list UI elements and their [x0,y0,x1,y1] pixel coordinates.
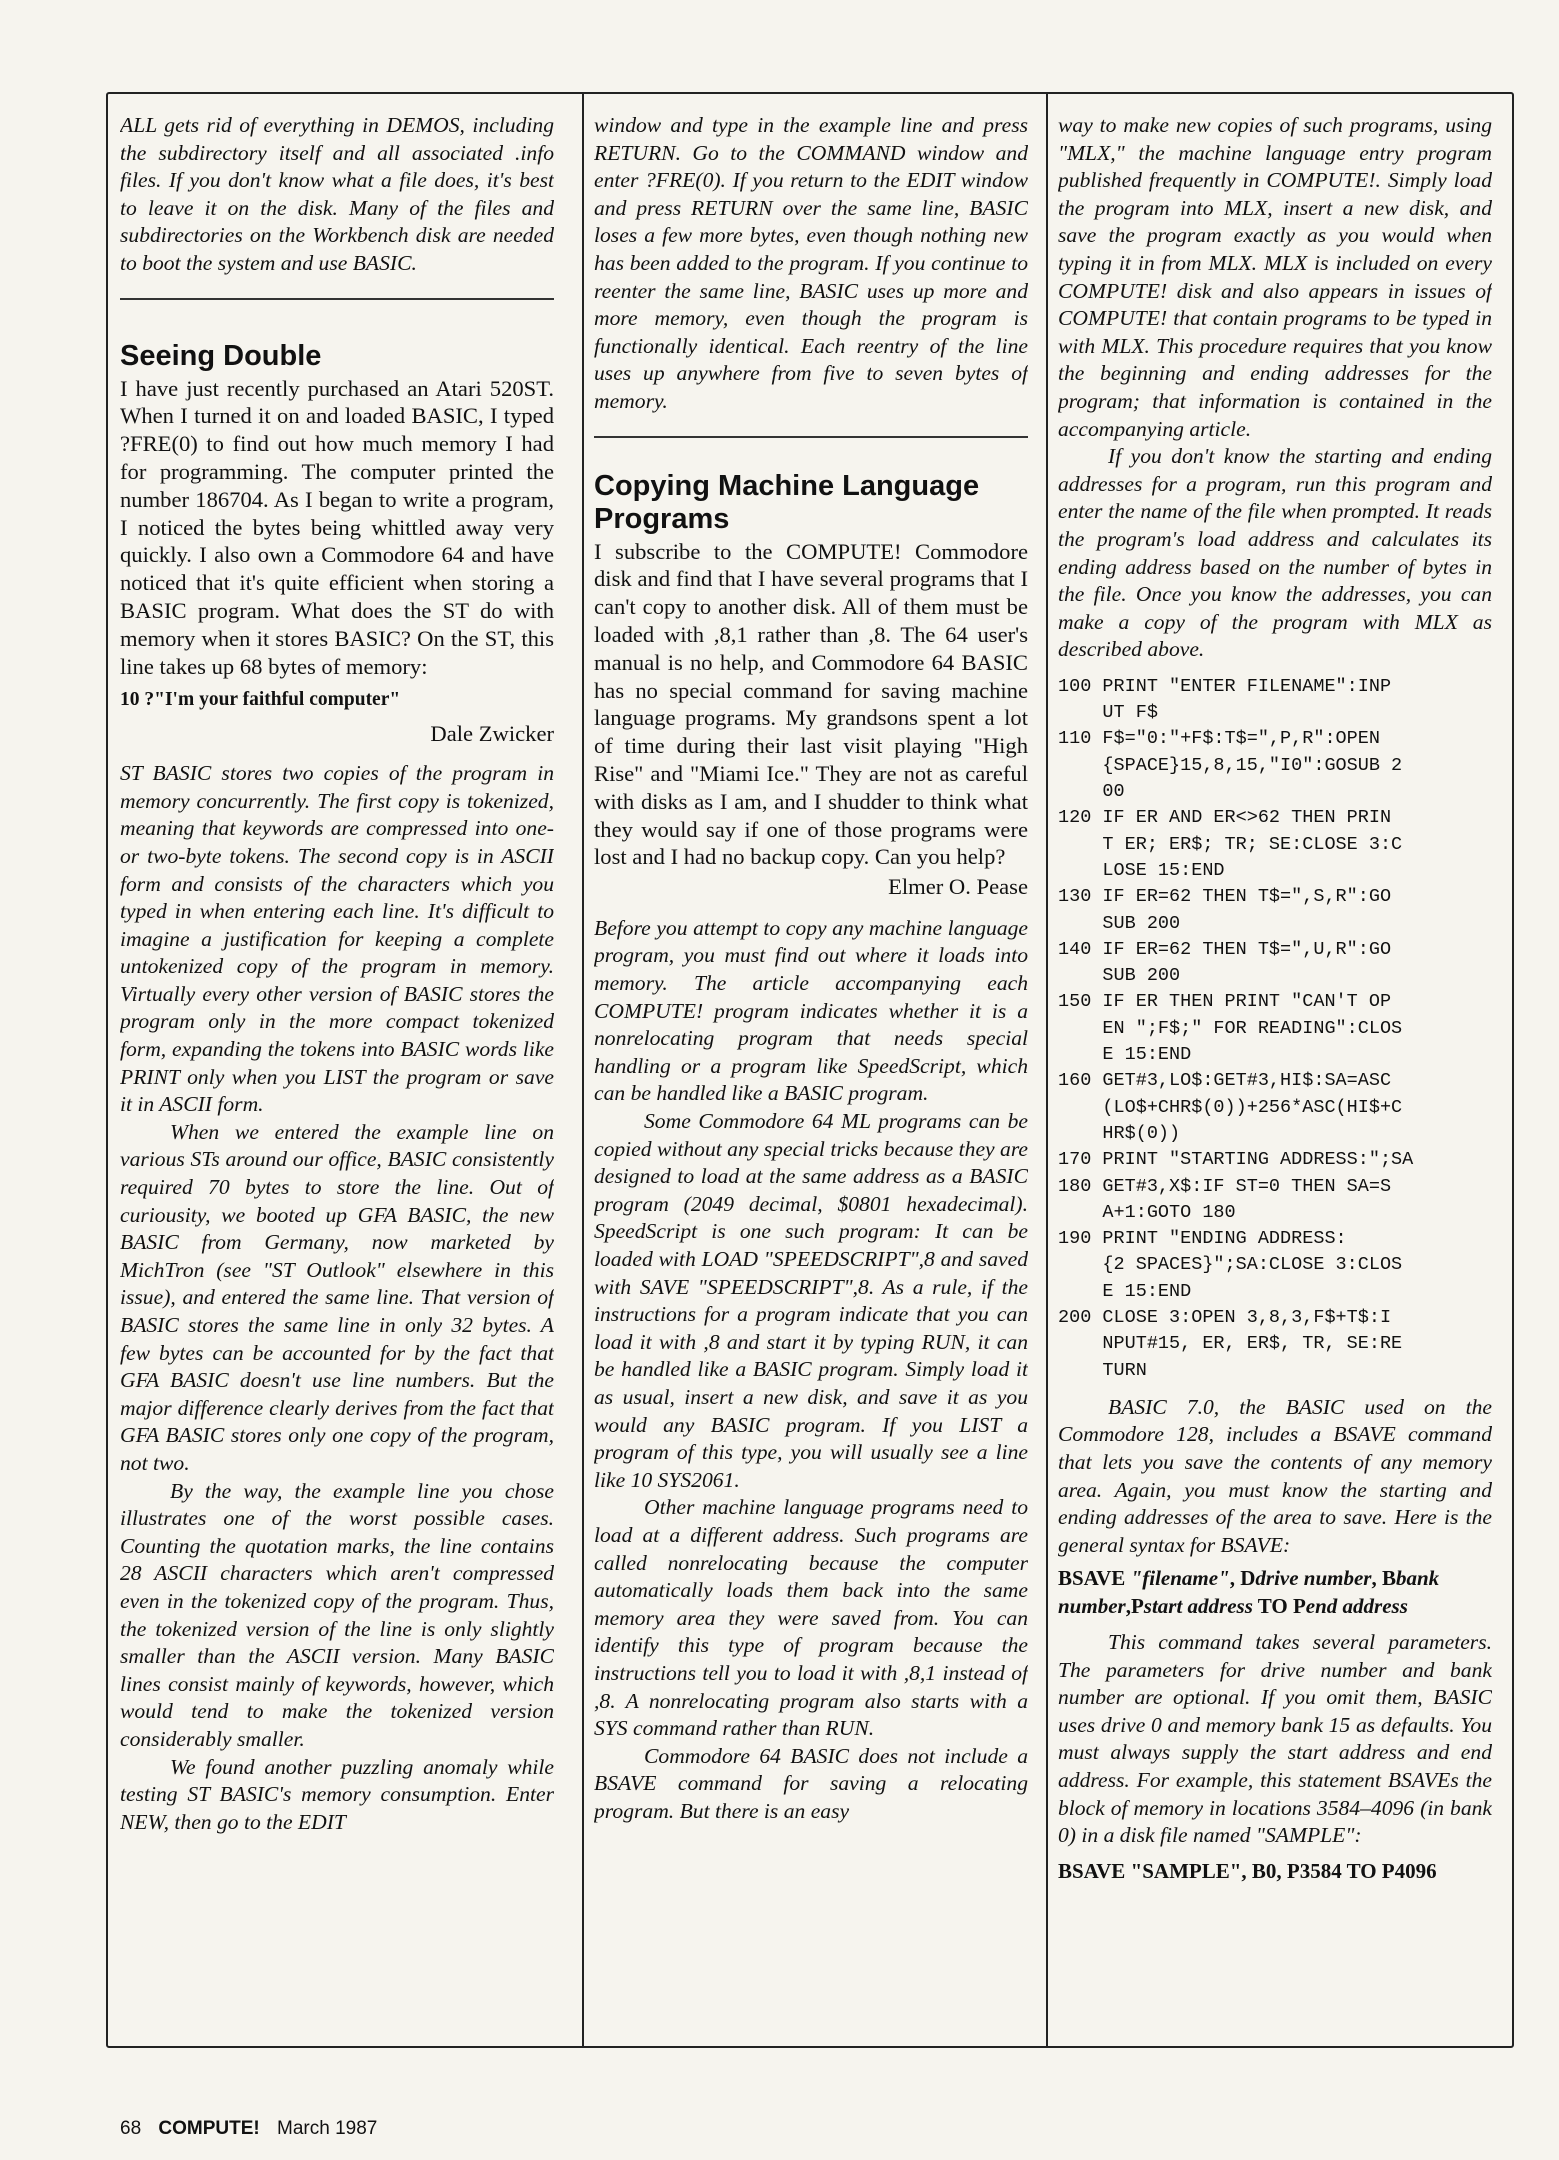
syntax-sep: ,P [1125,1594,1144,1619]
program-line: TURN [1058,1359,1147,1381]
program-line: E 15:END [1058,1044,1192,1066]
program-line: 160 GET#3,LO$:GET#3,HI$:SA=ASC [1058,1070,1392,1092]
answer-paragraph: ST BASIC stores two copies of the program in memory concurrently. The first copy is tokenized, meaning that keywords are compressed into one- or two-byte tokens. The second copy is in ASCII form and consists of the characters which you typed in when entering each line. It's difficult to imagine a justification for keeping a complete untokenized copy of the program in memory. Virtually every other version of BASIC stores the program only in the more compact tokenized form, expanding the tokens into BASIC words like PRINT only when you LIST the program or save it in ASCII form. [120,761,554,1117]
program-line: SUB 200 [1058,912,1181,934]
answer-paragraph: Before you attempt to copy any machine language program, you must find out where it loads into memory. The article accompanying each COMPUTE! program indicates whether it is a nonrelocating program that needs special handling or a program like SpeedScript, which can be handled like a BASIC program. [594,915,1028,1106]
syntax-param: "filename" [1130,1566,1230,1591]
reader-question: I have just recently purchased an Atari 520ST. When I turned it on and loaded BASIC, I typed ?FRE(0) to find out how much memory I had for programming. The computer printed the number 186704. As I began to write a program, I noticed the bytes being whittled away very quickly. I also own a Commodore 64 and have noticed that it's quite efficient when storing a BASIC program. What does the ST do with memory when it stores BASIC? On the ST, this line takes up 68 bytes of memory: [120,375,554,679]
answer-paragraph: When we entered the example line on various STs around our office, BASIC consistently required 70 bytes to store the line. Out of curiousity, we booted up GFA BASIC, the new BASIC from Germany, now marketed by MichTron (see "ST Outlook" elsewhere in this issue), and entered the same line. That version of BASIC stores the same line in only 32 bytes. A few bytes can be accounted for by the fact that GFA BASIC doesn't use line numbers. But the major difference clearly derives from the fact that GFA BASIC stores only one copy of the program, not two. [120,1119,554,1475]
program-line: {2 SPACES}";SA:CLOSE 3:CLOS [1058,1254,1403,1276]
syntax-sep: , B [1371,1566,1396,1591]
section-heading-copying-ml: Copying Machine Language Programs [594,469,980,535]
answer-paragraph: We found another puzzling anomaly while testing ST BASIC's memory consumption. Enter NEW, then go to the EDIT [120,1754,554,1834]
answer-paragraph: If you don't know the starting and ending addresses for a program, run this program and enter the name of the file when prompted. It reads the program's load address and calculates its ending address based on the number of bytes in the file. Once you know the addresses, you can make a copy of the program with MLX as described above. [1058,444,1492,662]
answer-continued: window and type in the example line and press RETURN. Go to the COMMAND window and enter ?FRE(0). If you return to the EDIT window and press RETURN over the same line, BASIC loses a few more bytes, even though nothing new has been added to the program. If you continue to reenter the same line, BASIC uses up more and more memory, even though the program is functionally identical. Each reentry of the line uses up anywhere from five to seven bytes of memory. [594,113,1028,413]
program-line: (LO$+CHR$(0))+256*ASC(HI$+C [1058,1096,1403,1118]
answer-paragraph: BASIC 7.0, the BASIC used on the Commodore 128, includes a BSAVE command that lets you save the contents of any memory area. Again, you must know the starting and ending addresses of the area to save. Here is the general syntax for BSAVE: [1058,1394,1492,1557]
answer-paragraph: Commodore 64 BASIC does not include a BSAVE command for saving a relocating program. But there is an easy [594,1743,1028,1823]
reader-question: I subscribe to the COMPUTE! Commodore disk and find that I have several programs that I can't copy to another disk. All of them must be loaded with ,8,1 rather than ,8. The 64 user's manual is no help, and Commodore 64 BASIC has no special command for saving machine language programs. My grandsons spent a lot of time during their last visit playing "High Rise" and "Miami Ice." They are not as careful with disks as I am, and I shudder to think what they would say if one of those programs were lost and I had no backup copy. Can you help? [594,538,1028,870]
column-3 [1058,112,1492,2042]
program-line: {SPACE}15,8,15,"I0":GOSUB 2 [1058,754,1403,776]
program-line: 100 PRINT "ENTER FILENAME":INP [1058,675,1392,697]
issue-date: March 1987 [277,2118,378,2139]
program-line: LOSE 15:END [1058,859,1225,881]
bsave-syntax [1058,1565,1492,1621]
program-line: 140 IF ER=62 THEN T$=",U,R":GO [1058,938,1392,960]
program-line: 200 CLOSE 3:OPEN 3,8,3,F$+T$:I [1058,1307,1392,1328]
example-line: 10 ?"I'm your faithful computer" [120,689,401,711]
program-line: 00 [1058,781,1125,803]
program-line: HR$(0)) [1058,1122,1181,1144]
answer-paragraph: By the way, the example line you chose illustrates one of the worst possible cases. Counting the quotation marks, the line contains 28 ASCII characters which aren't compressed even in the tokenized copy of the program. Thus, the tokenized version of the line is only slightly smaller than the ASCII version. Many BASIC lines consist mainly of keywords, however, which would tend to make the tokenized version considerably smaller. [120,1478,554,1751]
program-line: 120 IF ER AND ER<>62 THEN PRIN [1058,807,1392,829]
program-line: T ER; ER$; TR; SE:CLOSE 3:C [1058,833,1403,855]
basic-program-listing [1058,674,1492,1384]
program-line: SUB 200 [1058,965,1181,987]
column-rule-1 [582,92,584,2048]
program-line: A+1:GOTO 180 [1058,1201,1236,1223]
answer-paragraph: This command takes several parameters. The parameters for drive number and bank number are optional. If you omit them, BASIC uses drive 0 and memory bank 15 as defaults. You must always supply the start address and end address. For example, this statement BSAVEs the block of memory in locations 3584–4096 (in bank 0) in a disk file named "SAMPLE": [1058,1630,1492,1848]
syntax-cmd: BSAVE [1058,1566,1131,1591]
reader-signature: Elmer O. Pease [888,874,1028,900]
page-footer [120,2118,377,2140]
column-rule-2 [1046,92,1048,2048]
syntax-sep: , D [1229,1566,1256,1591]
program-line: 130 IF ER=62 THEN T$=",S,R":GO [1058,886,1392,908]
program-line: E 15:END [1058,1280,1192,1302]
program-line: 170 PRINT "STARTING ADDRESS:";SA [1058,1149,1414,1171]
answer-paragraph: Some Commodore 64 ML programs can be copied without any special tricks because they are designed to load at the same address as a BASIC program (2049 decimal, $0801 hexadecimal). SpeedScript is one such program: It can be loaded with LOAD "SPEEDSCRIPT",8 and saved with SAVE "SPEEDSCRIPT",8. As a rule, if the instructions for a program indicate that you can load it with ,8 and start it by typing RUN, it can be handled like a BASIC program. Simply load it as usual, insert a new disk, and save it as you would any BASIC program. If you LIST a program of this type, you will usually see a line like 10 SYS2061. [594,1109,1028,1492]
section-heading-seeing-double: Seeing Double [120,339,322,372]
program-line: UT F$ [1058,702,1158,724]
program-line: 150 IF ER THEN PRINT "CAN'T OP [1058,991,1392,1013]
syntax-param: end address [1305,1594,1408,1619]
program-line: 180 GET#3,X$:IF ST=0 THEN SA=S [1058,1175,1392,1197]
program-line: NPUT#15, ER, ER$, TR, SE:RE [1058,1333,1403,1355]
answer-paragraph: Other machine language programs need to load at a different address. Such programs are called nonrelocating because the computer automatically loads them back into the same memory area they were saved from. You can identify this type of program because the instructions tell you to load it with ,8,1 instead of ,8. A nonrelocating program also starts with a SYS command rather than RUN. [594,1495,1028,1741]
answer-continued: ALL gets rid of everything in DEMOS, including the subdirectory itself and all associated .info files. If you don't know what a file does, it's best to leave it on the disk. Many of the files and subdirectories on the Workbench disk are needed to boot the system and use BASIC. [120,113,554,275]
program-line: 190 PRINT "ENDING ADDRESS: [1058,1228,1347,1250]
bsave-example: BSAVE "SAMPLE", B0, P3584 TO P4096 [1058,1858,1437,1883]
program-line: 110 F$="0:"+F$:T$=",P,R":OPEN [1058,728,1380,750]
syntax-param: drive number [1255,1566,1372,1591]
answer-paragraph: way to make new copies of such programs, using "MLX," the machine language entry program published frequently in COMPUTE!. Simply load the program into MLX, insert a new disk, and save the program exactly as you would when typing it in from MLX. MLX is included on every COMPUTE! disk and also appears in issues of COMPUTE! that contain programs to be typed in with MLX. This procedure requires that you know the beginning and ending addresses for the program; that information is contained in the accompanying article. [1058,113,1492,441]
page-number: 68 [120,2118,142,2139]
syntax-param: start address [1143,1594,1253,1619]
syntax-sep: TO P [1252,1594,1306,1619]
reader-signature: Dale Zwicker [430,721,554,747]
magazine-name: COMPUTE! [158,2118,260,2139]
program-line: EN ";F$;" FOR READING":CLOS [1058,1017,1403,1039]
column-2 [594,112,1028,2052]
column-1 [120,112,554,2052]
syntax-param: bank number [1058,1566,1440,1619]
